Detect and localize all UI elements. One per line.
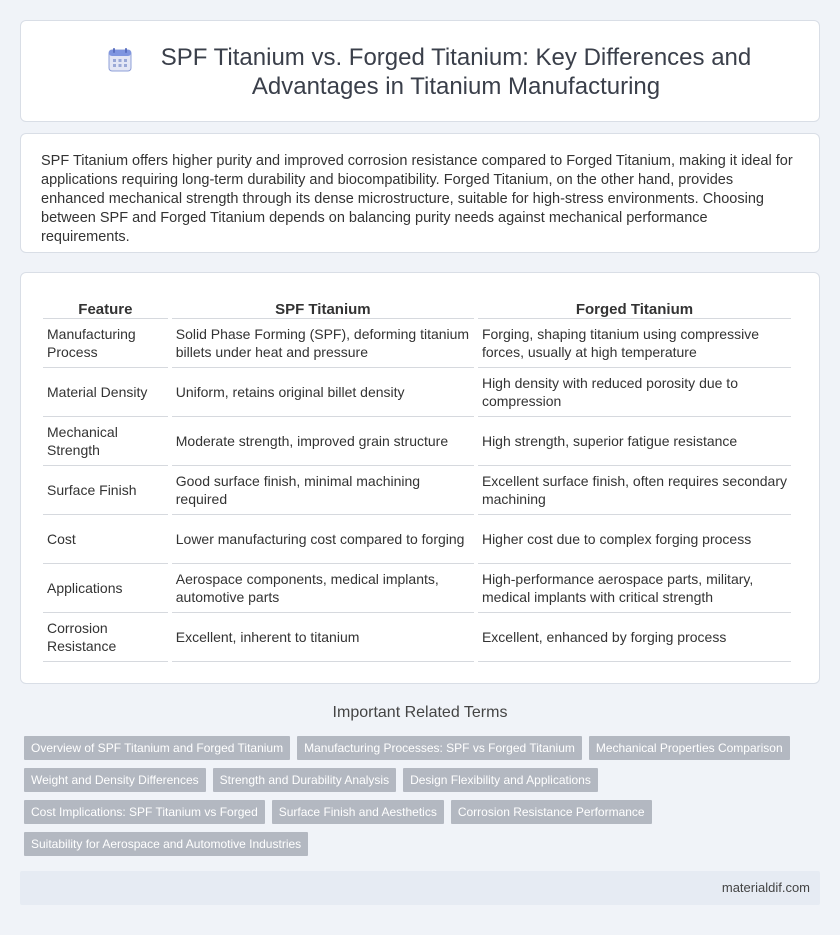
related-term-link[interactable]: Corrosion Resistance Performance — [451, 800, 652, 824]
related-terms-title: Important Related Terms — [332, 704, 508, 721]
table-row — [43, 319, 791, 368]
page-title — [141, 43, 771, 101]
row-feature: Mechanical Strength — [43, 417, 168, 466]
related-term-link[interactable]: Surface Finish and Aesthetics — [272, 800, 444, 824]
header-forged-titanium: Forged Titanium — [478, 297, 791, 319]
related-term-link[interactable]: Weight and Density Differences — [24, 768, 206, 792]
related-terms-list — [24, 736, 824, 864]
row-spf-value: Aerospace components, medical implants, automotive parts — [172, 564, 474, 613]
intro-paragraph: SPF Titanium offers higher purity and improved corrosion resistance compared to Forged Titanium, making it ideal for applications requiring long-term durability and biocompatibility. Forged Titanium, on the other hand, provides enhanced mechanical strength through its dense microstructure, suitable for high-stress environments. Choosing between SPF and Forged Titanium depends on balancing purity needs against mechanical performance requirements. — [41, 153, 793, 245]
table-row — [43, 417, 791, 466]
row-spf-value: Moderate strength, improved grain structure — [172, 417, 474, 466]
row-spf-value: Solid Phase Forming (SPF), deforming titanium billets under heat and pressure — [172, 319, 474, 368]
footer-site-link[interactable]: materialdif.com — [721, 880, 810, 895]
row-feature: Applications — [43, 564, 168, 613]
row-spf-value: Uniform, retains original billet density — [172, 368, 474, 417]
intro-card — [20, 133, 820, 253]
page-title-line1: SPF Titanium vs. Forged Titanium: Key Differences and — [160, 44, 752, 71]
row-feature: Cost — [43, 515, 168, 564]
related-term-link[interactable]: Overview of SPF Titanium and Forged Titanium — [24, 736, 290, 760]
row-forged-value: High strength, superior fatigue resistance — [478, 417, 791, 466]
row-forged-value: High density with reduced porosity due to compression — [478, 368, 791, 417]
related-term-link[interactable]: Suitability for Aerospace and Automotive Industries — [24, 832, 308, 856]
row-feature: Surface Finish — [43, 466, 168, 515]
footer — [20, 871, 820, 905]
row-spf-value: Lower manufacturing cost compared to forging — [172, 515, 474, 564]
header-feature: Feature — [43, 297, 168, 319]
related-term-link[interactable]: Mechanical Properties Comparison — [589, 736, 790, 760]
row-forged-value: Higher cost due to complex forging process — [478, 515, 791, 564]
comparison-table — [39, 297, 795, 662]
comparison-table-card — [20, 272, 820, 684]
table-row — [43, 466, 791, 515]
header-spf-titanium: SPF Titanium — [172, 297, 474, 319]
table-row — [43, 368, 791, 417]
table-row — [43, 613, 791, 662]
row-feature: Material Density — [43, 368, 168, 417]
header-card — [20, 20, 820, 122]
row-spf-value: Excellent, inherent to titanium — [172, 613, 474, 662]
row-spf-value: Good surface finish, minimal machining required — [172, 466, 474, 515]
row-feature: Corrosion Resistance — [43, 613, 168, 662]
related-term-link[interactable]: Strength and Durability Analysis — [213, 768, 396, 792]
row-forged-value: Forging, shaping titanium using compressive forces, usually at high temperature — [478, 319, 791, 368]
related-term-link[interactable]: Design Flexibility and Applications — [403, 768, 598, 792]
table-header-row — [43, 297, 791, 319]
table-row — [43, 515, 791, 564]
row-feature: Manufacturing Process — [43, 319, 168, 368]
table-row — [43, 564, 791, 613]
row-forged-value: Excellent, enhanced by forging process — [478, 613, 791, 662]
row-forged-value: High-performance aerospace parts, military, medical implants with critical strength — [478, 564, 791, 613]
calendar-icon — [107, 47, 133, 73]
related-term-link[interactable]: Cost Implications: SPF Titanium vs Forged — [24, 800, 265, 824]
page-title-line2: Advantages in Titanium Manufacturing — [251, 73, 661, 100]
related-term-link[interactable]: Manufacturing Processes: SPF vs Forged Titanium — [297, 736, 582, 760]
row-forged-value: Excellent surface finish, often requires secondary machining — [478, 466, 791, 515]
